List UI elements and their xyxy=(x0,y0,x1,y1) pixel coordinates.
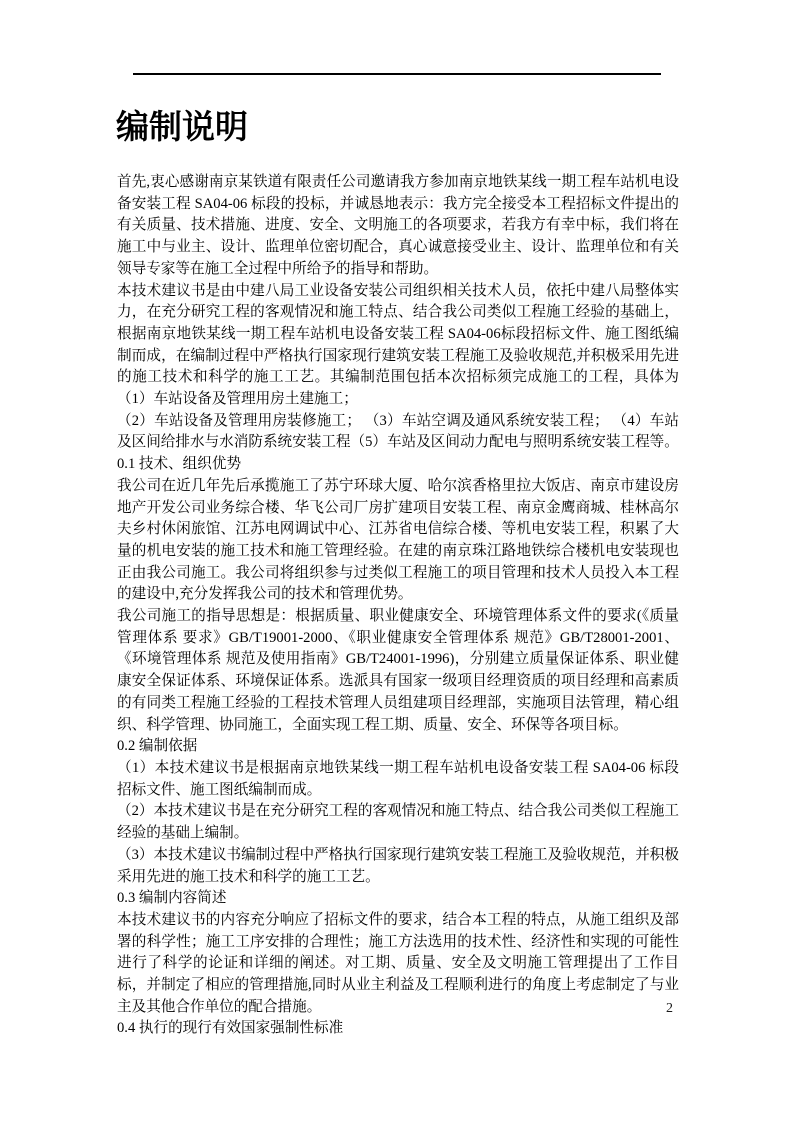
paragraph-basis-item-1: （1）本技术建议书是根据南京地铁某线一期工程车站机电设备安装工程 SA04-06 标段招标文件、施工图纸编制而成。 xyxy=(117,759,679,798)
paragraph-acknowledgement: 首先,衷心感谢南京某铁道有限责任公司邀请我方参加南京地铁某线一期工程车站机电设备安装工程 SA04-06 标段的投标，并诚恳地表示：我方完全接受本工程招标文件提出的有关质量、技术措施、进度、安全、文明施工的各项要求，若我方有幸中标，我们将在施工中与业主、设计、监理单位密切配合，真心诚意接受业主、设计、监理单位和有关领导专家等在施工全过程中所给予的指导和帮助。 xyxy=(117,174,679,277)
paragraph-basis-item-2: （2）本技术建议书是在充分研究工程的客观情况和施工特点、结合我公司类似工程施工经验的基础上编制。 xyxy=(117,803,679,842)
paragraph-content-summary: 本技术建议书的内容充分响应了招标文件的要求，结合本工程的特点，从施工组织及部署的科学性；施工工序安排的合理性；施工方法选用的技术性、经济性和实现的可能性进行了科学的论证和详细的阐述。对工期、质量、安全及文明施工管理提出了工作目标，并制定了相应的管理措施,同时从业主利益及工程顺利进行的角度上考虑制定了与业主及其他合作单位的配合措施。 xyxy=(117,911,679,1015)
paragraph-basis-item-3: （3）本技术建议书编制过程中严格执行国家现行建筑安装工程施工及验收规范，并积极采用先进的施工技术和科学的施工工艺。 xyxy=(117,846,679,885)
paragraph-company-experience: 我公司在近几年先后承揽施工了苏宁环球大厦、哈尔滨香格里拉大饭店、南京市建设房地产开发公司业务综合楼、华飞公司厂房扩建项目安装工程、南京金鹰商城、桂林高尔夫乡村休闲旅馆、江苏电网调试中心、江苏省电信综合楼、等机电安装工程，积累了大量的机电安装的施工技术和施工管理经验。在建的南京珠江路地铁综合楼机电安装现也正由我公司施工。我公司将组织参与过类似工程施工的项目管理和技术人员投入本工程的建设中,充分发挥我公司的技术和管理优势。 xyxy=(117,477,679,603)
page-title: 编制说明 xyxy=(116,108,248,145)
heading-section-0-4: 0.4 执行的现行有效国家强制性标准 xyxy=(117,1020,344,1037)
paragraph-scope-items: （2）车站设备及管理用房装修施工； （3）车站空调及通风系统安装工程； （4）车站及区间给排水与水消防系统安装工程（5）车站及区间动力配电与照明系统安装工程等。 xyxy=(117,412,679,451)
heading-section-0-2: 0.2 编制依据 xyxy=(117,738,198,755)
paragraph-guiding-principle: 我公司施工的指导思想是：根据质量、职业健康安全、环境管理体系文件的要求(《质量管理体系 要求》GB/T19001-2000、《职业健康安全管理体系 规范》GB/T28001-2001、《环境管理体系 规范及使用指南》GB/T24001-1996)，分别建立质量保证体系、职业健康安全保证体系、环境保证体系。选派具有国家一级项目经理资质的项目经理和高素质的有同类工程施工经验的工程技术管理人员组建项目经理部，实施项目法管理，精心组织、科学管理、协同施工，全面实现工程工期、质量、安全、环保等各项目标。 xyxy=(117,608,679,733)
document-body xyxy=(117,172,679,1040)
page-number: 2 xyxy=(666,1001,673,1016)
paragraph-proposal-origin: 本技术建议书是由中建八局工业设备安装公司组织相关技术人员，依托中建八局整体实力，在充分研究工程的客观情况和施工特点、结合我公司类似工程施工经验的基础上，根据南京地铁某线一期工程车站机电设备安装工程 SA04-06标段招标文件、施工图纸编制而成，在编制过程中严格执行国家现行建筑安装工程施工及验收规范,并积极采用先进的施工技术和科学的施工工艺。其编制范围包括本次招标须完成施工的工程，具体为（1）车站设备及管理用房土建施工； xyxy=(117,282,679,408)
heading-section-0-1: 0.1 技术、组织优势 xyxy=(117,456,242,473)
heading-section-0-3: 0.3 编制内容简述 xyxy=(117,890,227,907)
header-rule xyxy=(133,73,661,75)
